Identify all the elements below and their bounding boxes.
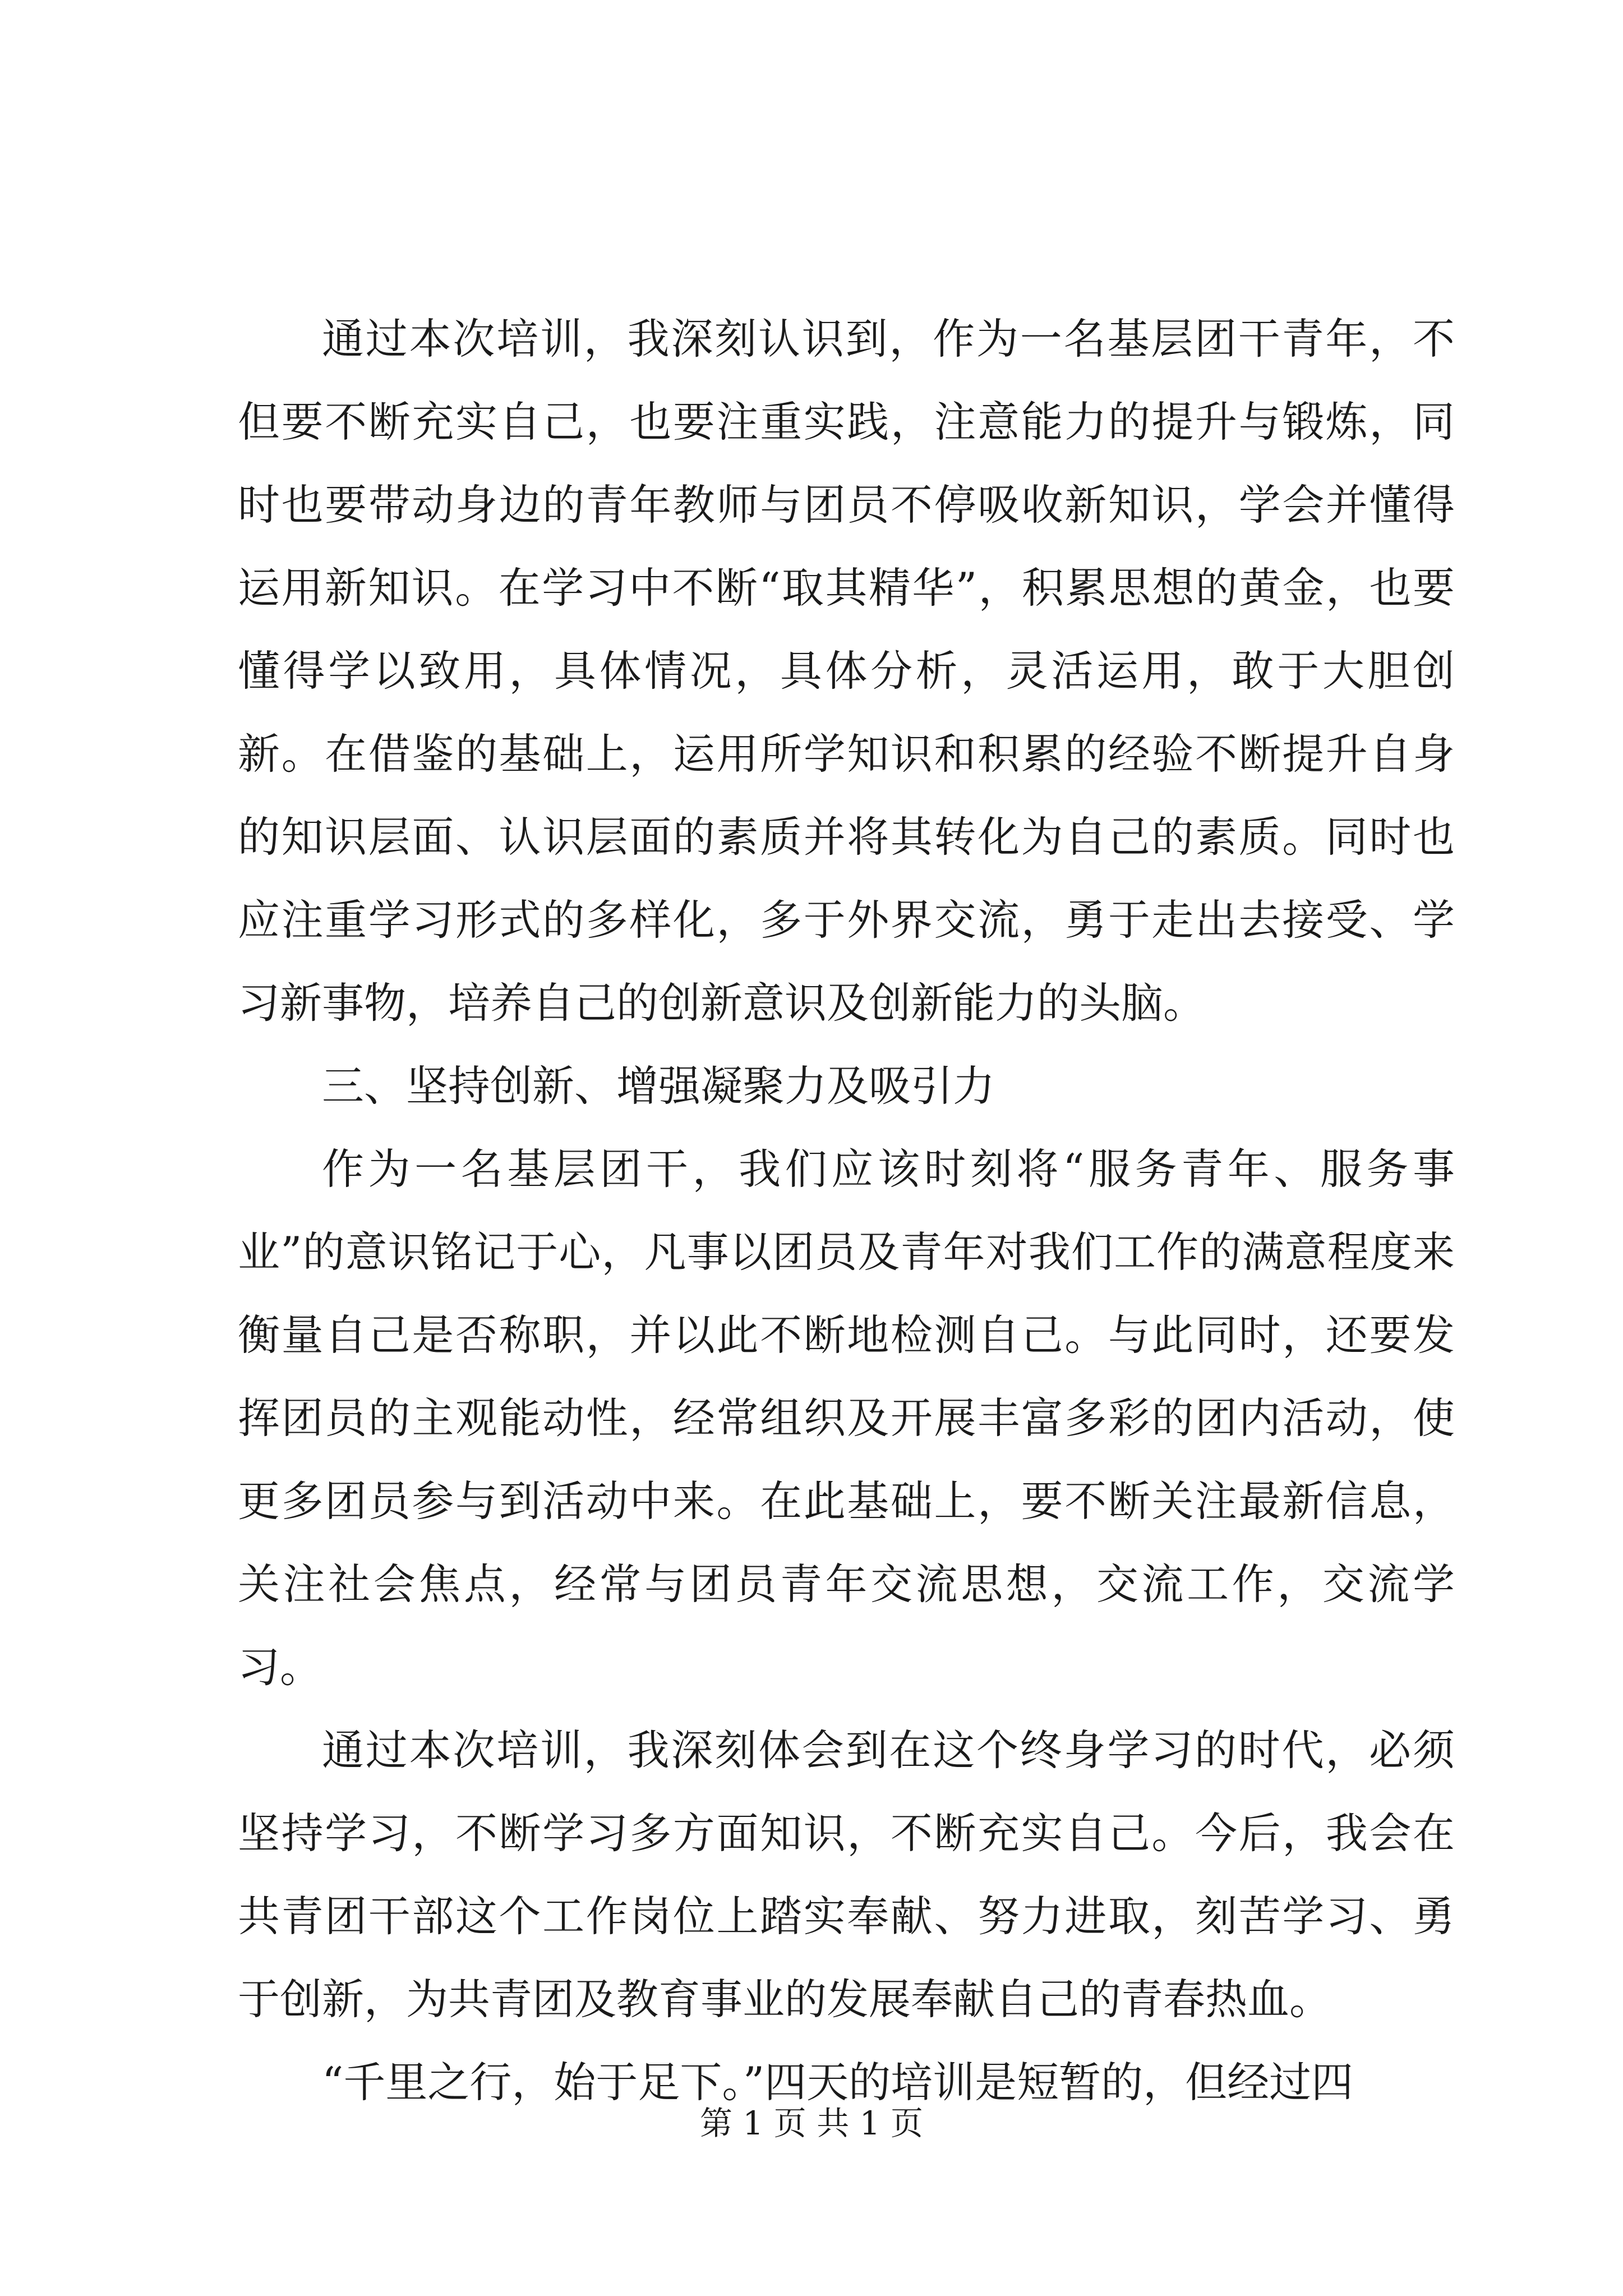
section-heading-innovation: 三、坚持创新、增强凝聚力及吸引力	[322, 1061, 995, 1111]
paragraph-training-awareness: 通过本次培训，我深刻认识到，作为一名基层团干青年，不但要不断充实自己，也要注重实践，注意能力的提升与锻炼，同时也要带动身边的青年教师与团员不停吸收新知识，学会并懂得运用新知识。在学习中不断“取其精华”，积累思想的黄金，也要懂得学以致用，具体情况，具体分析，灵活运用，敢于大胆创新。在借鉴的基础上，运用所学知识和积累的经验不断提升自身的知识层面、认识层面的素质并将其转化为自己的素质。同时也应注重学习形式的多样化，多于外界交流，勇于走出去接受、学习新事物，培养自己的创新意识及创新能力的头脑。	[238, 314, 1455, 1028]
page-footer: 第 1 页 共 1 页	[700, 2104, 923, 2142]
document-body	[238, 297, 1455, 2124]
paragraph-lifelong-learning: 通过本次培训，我深刻体会到在这个终身学习的时代，必须坚持学习，不断学习多方面知识，不断充实自己。今后，我会在共青团干部这个工作岗位上踏实奉献、努力进取，刻苦学习、勇于创新，为共青团及教育事业的发展奉献自己的青春热血。	[238, 1726, 1455, 2024]
paragraph-serve-youth: 作为一名基层团干，我们应该时刻将“服务青年、服务事业”的意识铭记于心，凡事以团员及青年对我们工作的满意程度来衡量自己是否称职，并以此不断地检测自己。与此同时，还要发挥团员的主观能动性，经常组织及开展丰富多彩的团内活动，使更多团员参与到活动中来。在此基础上，要不断关注最新信息，关注社会焦点，经常与团员青年交流思想，交流工作，交流学习。	[238, 1144, 1455, 1692]
paragraph-journey-quote: “千里之行，始于足下。”四天的培训是短暂的，但经过四	[322, 2058, 1354, 2107]
